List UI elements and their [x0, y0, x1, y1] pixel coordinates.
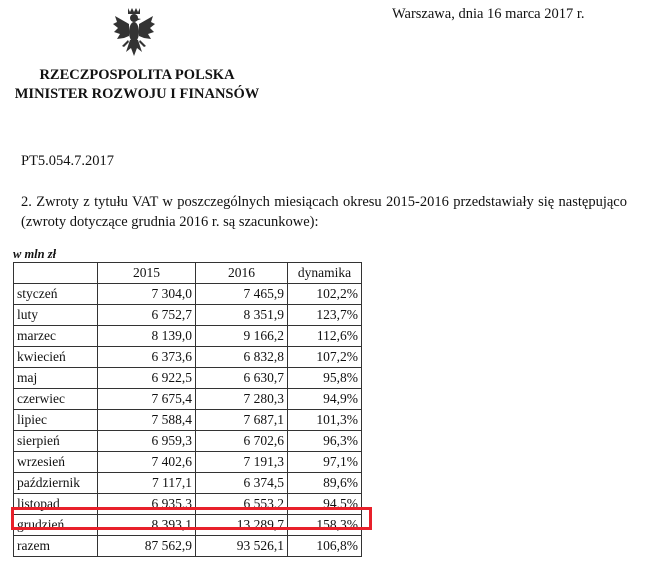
value-2016-cell: 8 351,9 [196, 305, 288, 326]
table-row-total [14, 536, 362, 557]
dynamics-cell: 94,5% [288, 494, 362, 515]
dynamics-cell: 106,8% [288, 536, 362, 557]
month-cell: sierpień [14, 431, 98, 452]
column-header: 2016 [196, 263, 288, 284]
month-cell: grudzień [14, 515, 98, 536]
dynamics-cell: 102,2% [288, 284, 362, 305]
value-2016-cell: 7 191,3 [196, 452, 288, 473]
value-2015-cell: 6 752,7 [98, 305, 196, 326]
value-2016-cell: 6 702,6 [196, 431, 288, 452]
dynamics-cell: 123,7% [288, 305, 362, 326]
value-2015-cell: 6 959,3 [98, 431, 196, 452]
table-row [14, 368, 362, 389]
value-2016-cell: 9 166,2 [196, 326, 288, 347]
value-2016-cell: 7 280,3 [196, 389, 288, 410]
dynamics-cell: 107,2% [288, 347, 362, 368]
value-2016-cell: 7 465,9 [196, 284, 288, 305]
dynamics-cell: 158,3% [288, 515, 362, 536]
month-cell: luty [14, 305, 98, 326]
dynamics-cell: 112,6% [288, 326, 362, 347]
dynamics-cell: 89,6% [288, 473, 362, 494]
column-header: dynamika [288, 263, 362, 284]
column-header: 2015 [98, 263, 196, 284]
value-2016-cell: 6 630,7 [196, 368, 288, 389]
office-name: MINISTER ROZWOJU I FINANSÓW [14, 86, 260, 102]
unit-label: w mln zł [13, 247, 57, 261]
value-2016-cell: 6 553,2 [196, 494, 288, 515]
value-2015-cell: 7 304,0 [98, 284, 196, 305]
dynamics-cell: 96,3% [288, 431, 362, 452]
table-row [14, 326, 362, 347]
column-header [14, 263, 98, 284]
table-row [14, 431, 362, 452]
country-name: RZECZPOSPOLITA POLSKA [39, 67, 235, 83]
value-2016-cell: 13 289,7 [196, 515, 288, 536]
table-row [14, 452, 362, 473]
month-cell: czerwiec [14, 389, 98, 410]
table-row [14, 347, 362, 368]
table-row [14, 473, 362, 494]
value-2016-cell: 93 526,1 [196, 536, 288, 557]
month-cell: lipiec [14, 410, 98, 431]
month-cell: wrzesień [14, 452, 98, 473]
month-cell: marzec [14, 326, 98, 347]
issuer-heading [6, 66, 268, 104]
table-row [14, 389, 362, 410]
value-2015-cell: 8 139,0 [98, 326, 196, 347]
value-2016-cell: 6 374,5 [196, 473, 288, 494]
eagle-emblem-icon [112, 6, 156, 62]
body-paragraph: 2. Zwroty z tytułu VAT w poszczególnych miesiącach okresu 2015-2016 przedstawiały się następująco (zwroty dotyczące grudnia 2016 r. są szacunkowe): [21, 194, 627, 230]
dynamics-cell: 97,1% [288, 452, 362, 473]
month-cell: styczeń [14, 284, 98, 305]
month-cell: październik [14, 473, 98, 494]
dynamics-cell: 101,3% [288, 410, 362, 431]
value-2016-cell: 6 832,8 [196, 347, 288, 368]
value-2015-cell: 7 675,4 [98, 389, 196, 410]
month-cell: maj [14, 368, 98, 389]
value-2015-cell: 87 562,9 [98, 536, 196, 557]
reference-number: PT5.054.7.2017 [21, 153, 115, 169]
value-2015-cell: 8 393,1 [98, 515, 196, 536]
table-row [14, 410, 362, 431]
month-cell: listopad [14, 494, 98, 515]
value-2016-cell: 7 687,1 [196, 410, 288, 431]
value-2015-cell: 7 588,4 [98, 410, 196, 431]
value-2015-cell: 7 402,6 [98, 452, 196, 473]
value-2015-cell: 6 935,3 [98, 494, 196, 515]
table-row [14, 305, 362, 326]
value-2015-cell: 6 922,5 [98, 368, 196, 389]
value-2015-cell: 7 117,1 [98, 473, 196, 494]
table-header-row [14, 263, 362, 284]
dynamics-cell: 94,9% [288, 389, 362, 410]
dynamics-cell: 95,8% [288, 368, 362, 389]
month-cell: kwiecień [14, 347, 98, 368]
highlight-box [11, 507, 372, 530]
table-row [14, 284, 362, 305]
month-cell: razem [14, 536, 98, 557]
value-2015-cell: 6 373,6 [98, 347, 196, 368]
document-date: Warszawa, dnia 16 marca 2017 r. [392, 6, 585, 22]
